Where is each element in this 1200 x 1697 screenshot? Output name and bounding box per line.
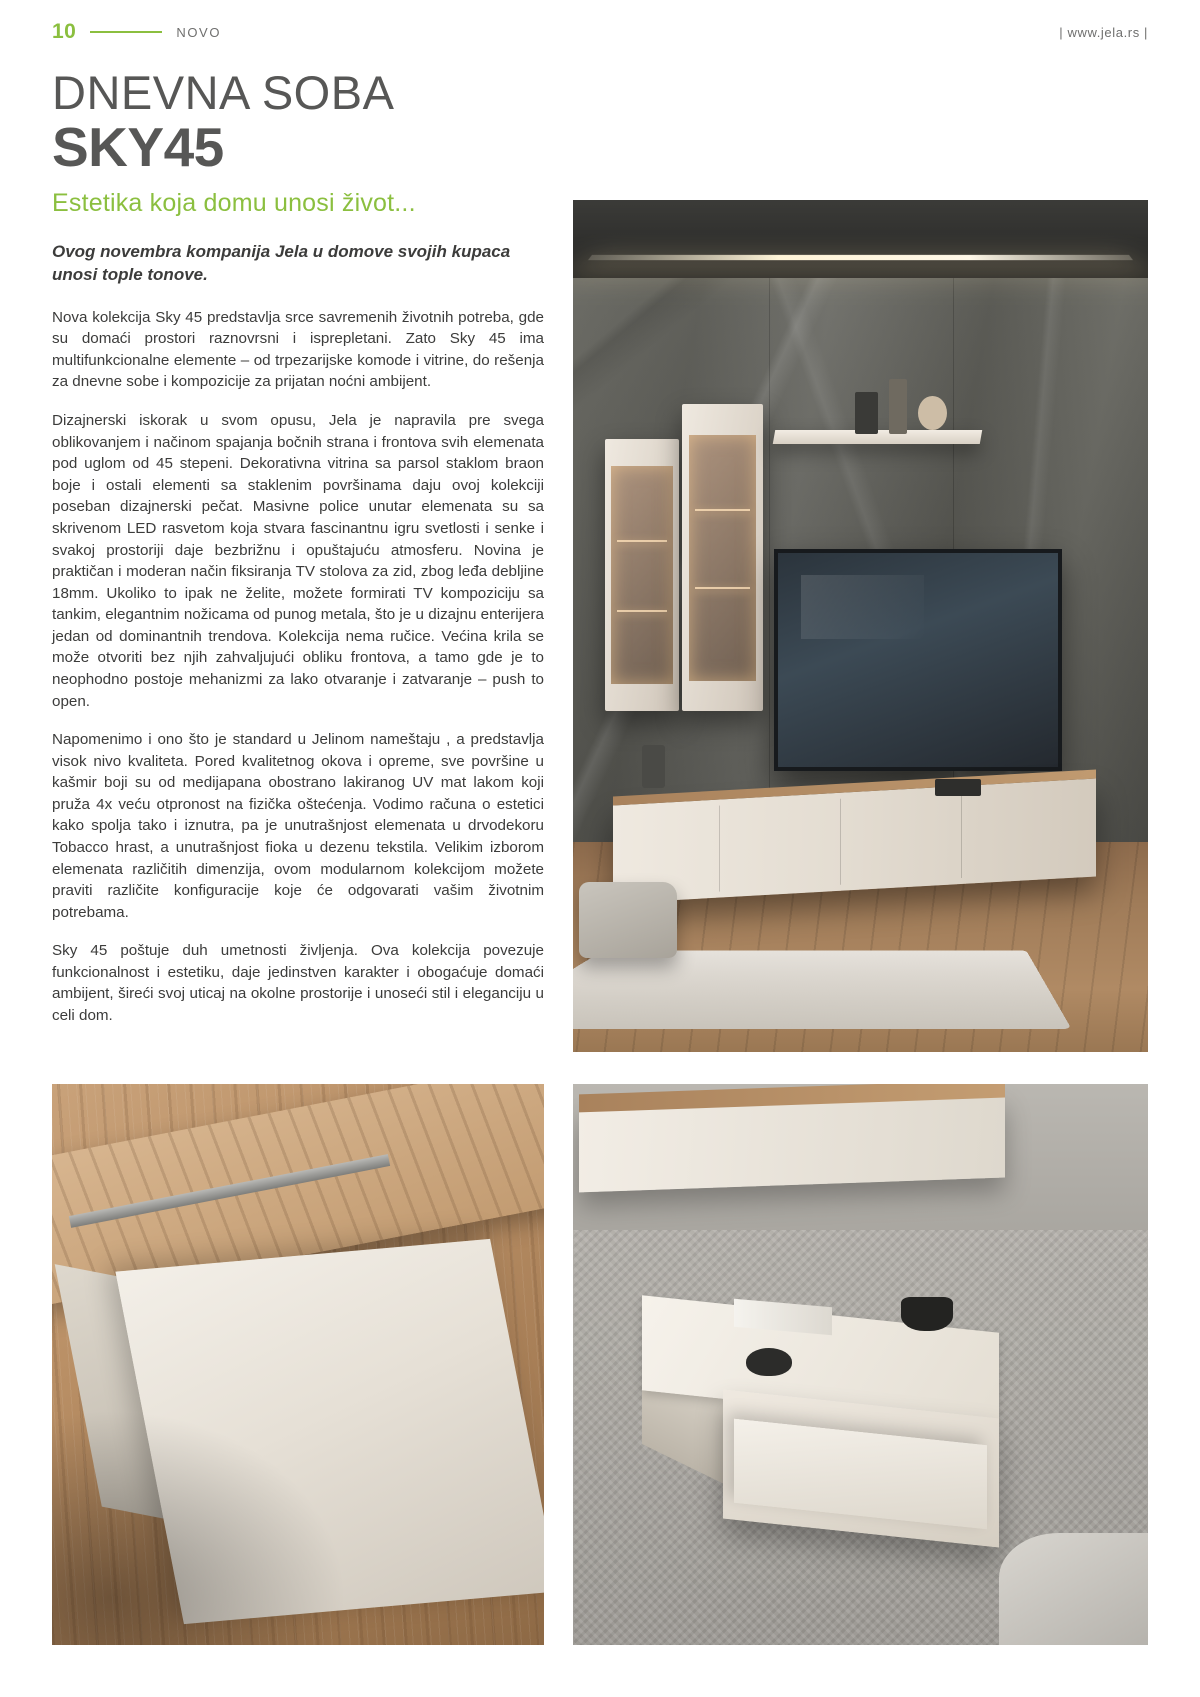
article-paragraph: Nova kolekcija Sky 45 predstavlja srce savremenih životnih potreba, gde su domaći prostori raznovrsni i isprepletani. Zato Sky 45 ima multifunkcionalne elemente – od trpezarijske komode i vitrine, do rešenja za dnevne sobe i kompozicije za prijatan noćni ambijent.: [52, 308, 544, 391]
wall-seam: [769, 278, 770, 832]
article-body: [52, 307, 544, 1027]
coffee-table-image: [573, 1084, 1148, 1645]
wall-vitrine-left: [605, 439, 680, 712]
article-paragraph: Napomenimo i ono što je standard u Jelinom nameštaju , a predstavlja visok nivo kvaliteta. Pored kvalitetnog okova i opreme, sve površine u kašmir boji su od medijapana obostrano lakiranog UV mat lakom koji pruža 4x veću otpronost na fizička oštećenja. Vodimo računa o estetici kako spolja tako i iznutra, pa je unutrašnjost elemenata u drvodekoru Tobacco hrast, a unutrašnjost fioka u dezenu tekstila. Velikim izborom elemenata različitih dimenzija, ovom modularnom kolekcijom možete praviti različite konfiguracije koje će odgovarati vašim životnim potrebama.: [52, 731, 544, 921]
article-paragraph: Dizajnerski iskorak u svom opusu, Jela je napravila pre svega oblikovanjem i načinom spajanja bočnih strana i frontova svih elemenata pod uglom od 45 stepeni. Dekorativna vitrina sa parsol staklom braon boje i ostali elementi sa staklenim površinama daju ovoj kolekciji poseban dizajnerski pečat. Masivne police unutar elemenata su sa skrivenom LED rasvetom koja stvara fascinantnu igru svetlosti i senke i svakoj prostoriji daje bezbrižnu i opuštajuću atmosferu. Novina je praktičan i moderan način fiksiranja TV stolova za zid, zbog leđa debljine 18mm. Ukoliko to ipak ne želite, možete formirati TV kompoziciju sa tankim, elegantnim nožicama od punog metala, što je u dizajnu enterijera jedan od dominantnih trendova. Kolekcija nema ručice. Većina krila se može otvoriti bez njih zahvaljujući obliku frontova, a tamo gde je to neophodno postoje mehanizmi za lako otvaranje i zatvaranje – push to open.: [52, 412, 544, 710]
glass-shelf: [695, 509, 749, 511]
drawer-detail-image: [52, 1084, 544, 1645]
sideboard-seam: [840, 799, 841, 885]
parsol-glass-door: [689, 435, 757, 680]
page-number: 10: [52, 20, 77, 43]
decor-soundbar: [935, 779, 981, 796]
wall-vitrine-right: [682, 404, 763, 711]
led-cove-light: [588, 255, 1132, 260]
hero-image-living-room: [573, 200, 1148, 1052]
article-column: [52, 68, 544, 1044]
decor-bowl: [918, 396, 947, 430]
page-title: SKY45: [52, 115, 224, 178]
glass-shelf: [617, 610, 667, 612]
page-title-top: DNEVNA SOBA: [52, 66, 395, 119]
wall-shelf: [773, 430, 982, 444]
television: [774, 549, 1062, 771]
page-header: [52, 18, 1148, 46]
glass-shelf: [695, 587, 749, 589]
article-paragraph: Sky 45 poštuje duh umetnosti življenja. Ova kolekcija povezuje funkcionalnost i estetiku, daje jedinstven karakter i obogaćuje domaći ambijent, šireći svoj uticaj na okolne prostorije i unoseći stil i eleganciju u celi dom.: [52, 942, 544, 1025]
sideboard-seam: [720, 806, 721, 892]
section-label: NOVO: [176, 24, 222, 40]
decor-throw-blanket: [999, 1533, 1149, 1645]
pouf: [579, 882, 677, 959]
decor-bowl: [901, 1297, 953, 1331]
sideboard-seam: [961, 792, 962, 878]
website-url[interactable]: | www.jela.rs |: [1059, 24, 1148, 40]
page-subtitle: Estetika koja domu unosi život...: [52, 188, 416, 217]
decor-vase-small: [642, 745, 665, 788]
ceiling: [573, 200, 1148, 278]
header-divider: [90, 31, 162, 33]
decor-cup: [746, 1348, 792, 1376]
decor-vase: [855, 392, 878, 435]
drawer-shadow: [52, 1409, 347, 1645]
parsol-glass-door: [611, 466, 674, 684]
decor-bottle: [889, 379, 906, 434]
glass-shelf: [617, 540, 667, 542]
article-lede: Ovog novembra kompanija Jela u domove svojih kupaca unosi tople tonove.: [52, 241, 511, 285]
